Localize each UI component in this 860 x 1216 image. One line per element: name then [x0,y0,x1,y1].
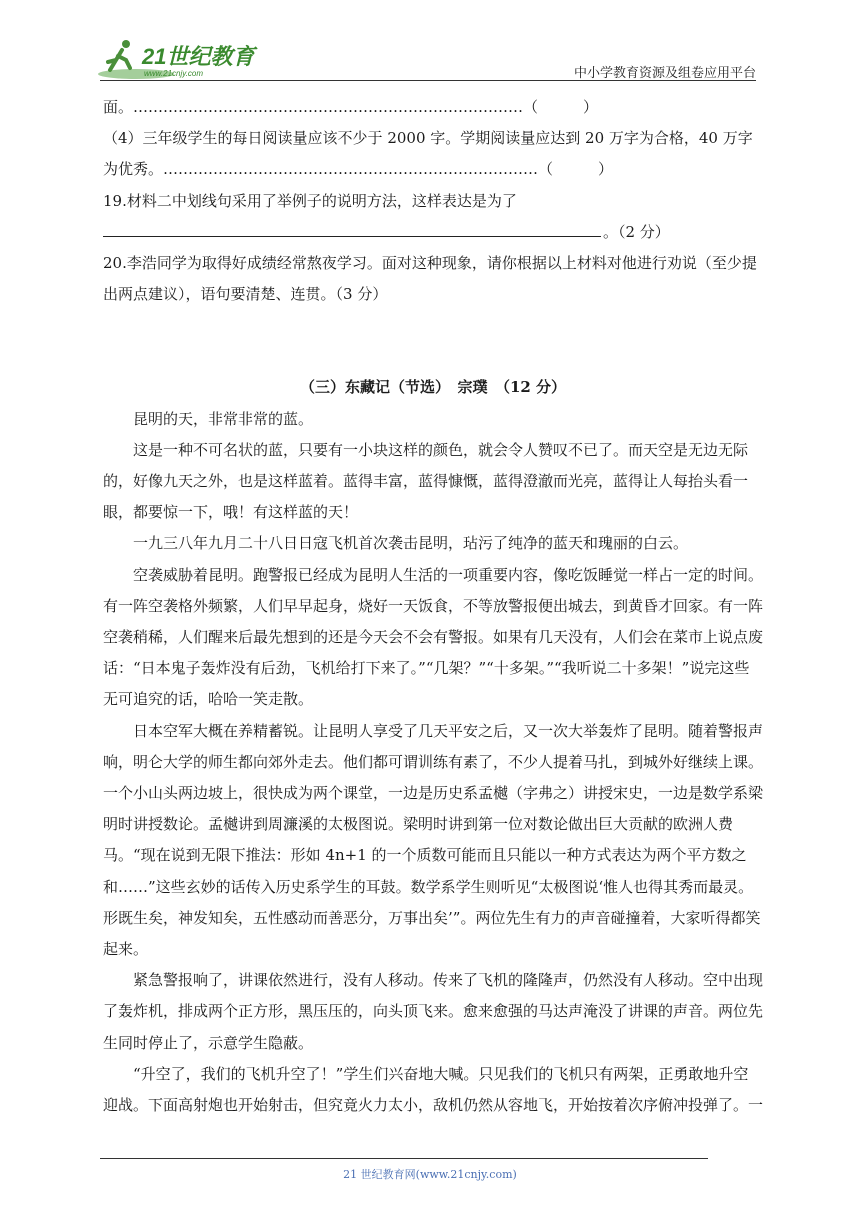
header-divider [100,80,756,81]
paragraph: 日本空军大概在养精蓄锐。让昆明人享受了几天平安之后，又一次大举轰炸了昆明。随着警报声响，明仑大学的师生都向郊外走去。他们都可谓训练有素了，不少人提着马扎，到城外好继续上课。一个小山头两边坡上，很快成为两个课堂，一边是历史系孟樾（字弗之）讲授宋史，一边是数学系梁明时讲授数论。孟樾讲到周濂溪的太极图说。梁明时讲到第一位对数论做出巨大贡献的欧洲人费马。“现在说到无限下推法：形如 4n+1 的一个质数可能而且只能以一种方式表达为两个平方数之和……”这些玄妙的话传入历史系学生的耳鼓。数学系学生则听见“太极图说‘惟人也得其秀而最灵。形既生矣，神发知矣，五性感动而善恶分，万事出矣’”。两位先生有力的声音碰撞着，大家听得都笑起来。 [103,721,764,959]
question-19-score: 。（2 分） [603,222,670,241]
answer-space [103,310,763,372]
paragraph: 空袭威胁着昆明。跑警报已经成为昆明人生活的一项重要内容，像吃饭睡觉一样占一定的时间。有一阵空袭格外频繁，人们早早起身，烧好一天饭食，不等放警报便出城去，到黄昏才回家。有一阵空袭稍稀，人们醒来后最先想到的还是今天会不会有警报。如果有几天没有，人们会在菜市上说点废话：“日本鬼子轰炸没有后劲，飞机给打下来了。”“几架？”“十多架。”“我听说二十多架！”说完这些无可追究的话，哈哈一笑走散。 [103,565,764,709]
section-title: （三）东藏记（节选） 宗璞 （12 分） [299,378,567,397]
running-man-logo-icon [96,38,266,82]
svg-text:www.21cnjy.com: www.21cnjy.com [144,69,203,78]
option-3-ending: 面。……………………………………………………………………（ ） [103,98,599,116]
site-logo [96,38,266,82]
paragraph: 昆明的天，非常非常的蓝。 [133,409,314,428]
paragraph: 紧急警报响了，讲课依然进行，没有人移动。传来了飞机的隆隆声，仍然没有人移动。空中出现了轰炸机，排成两个正方形，黑压压的，向头顶飞来。愈来愈强的马达声淹没了讲课的声音。两位先生同时停止了，示意学生隐蔽。 [103,971,764,1052]
document-body [103,92,763,1121]
answer-line-19 [103,217,763,248]
question-20: 20.李浩同学为取得好成绩经常熬夜学习。面对这种现象，请你根据以上材料对他进行劝说（至少提出两点建议），语句要清楚、连贯。（3 分） [103,254,757,304]
paragraph: “升空了，我们的飞机升空了！”学生们兴奋地大喊。只见我们的飞机只有两架，正勇敢地升空迎战。下面高射炮也开始射击，但究竟火力太小，敌机仍然从容地飞，开始按着次序俯冲投弹了。一 [103,1064,764,1115]
answer-blank[interactable] [103,218,601,237]
paragraph: 一九三八年九月二十八日日寇飞机首次袭击昆明，玷污了纯净的蓝天和瑰丽的白云。 [133,534,689,553]
page-header [0,0,860,90]
svg-text:21世纪教育: 21世纪教育 [142,44,255,69]
option-4: （4）三年级学生的每日阅读量应该不少于 2000 字。学期阅读量应达到 20 万字为合格，40 万字为优秀。…………………………………………………………………（ ） [103,129,753,179]
question-19: 19.材料二中划线句采用了举例子的说明方法，这样表达是为了 [103,191,517,210]
page-footer: 21 世纪教育网(www.21cnjy.com) [343,1168,517,1181]
footer-divider [100,1158,708,1159]
platform-name: 中小学教育资源及组卷应用平台 [573,66,756,81]
paragraph: 这是一种不可名状的蓝，只要有一小块这样的颜色，就会令人赞叹不已了。而天空是无边无际的，好像九天之外，也是这样蓝着。蓝得丰富，蓝得慷慨，蓝得澄澈而光亮，蓝得让人每抬头看一眼，都要惊一下，哦！有这样蓝的天！ [103,440,749,522]
